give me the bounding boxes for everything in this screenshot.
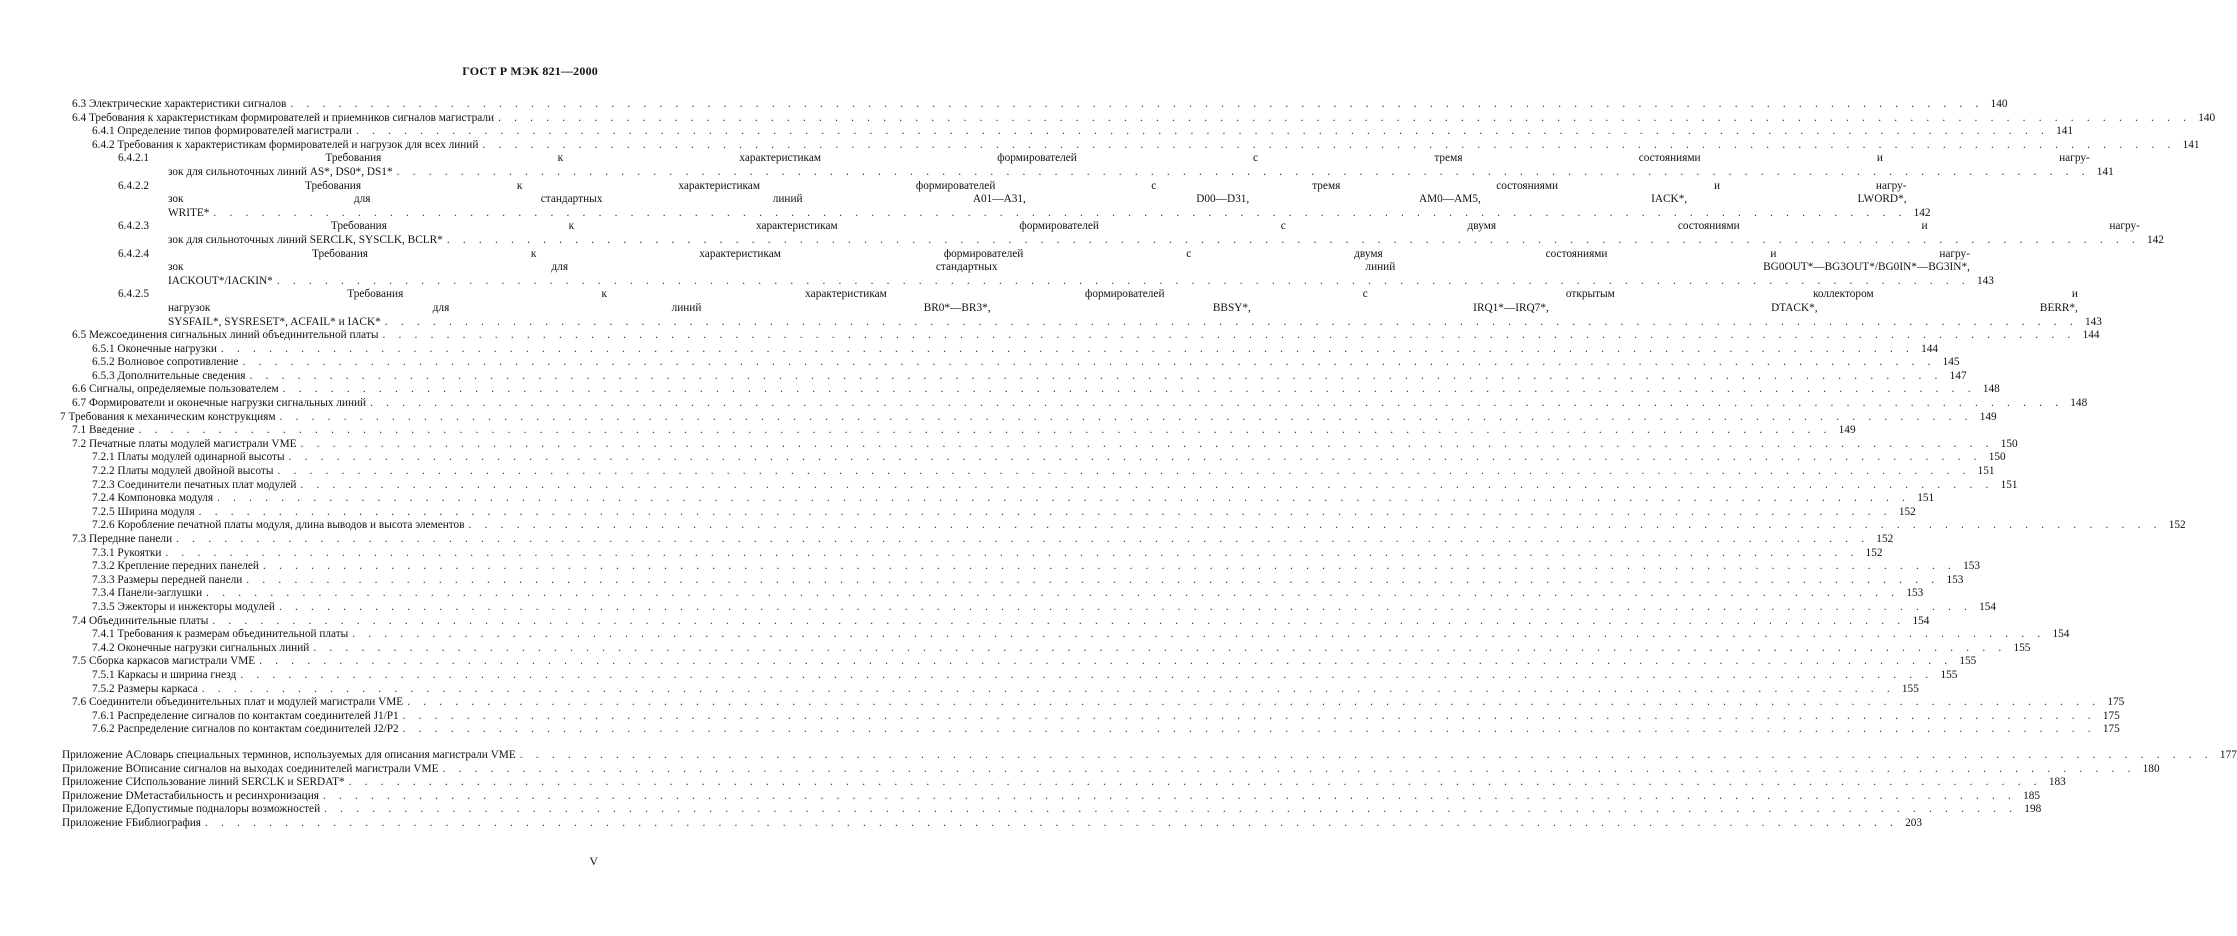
toc-entry[interactable]	[92, 723, 2120, 737]
leader-dots: . . . . . . . . . . . . . . . . . . . . . . . . . . . . . . . . . . . . . . . . . . . . . . . . . . . . . . . . . . . . . . . . . . . . . . . . . . . . . . . . . . . . . . . . . . . . . . . . . . . . . . . . . .	[138, 424, 1832, 437]
section-title-line: Требования к характеристикам формирователей с тремя состояниями и нагру-	[305, 179, 1907, 192]
section-title: Рукоятки	[114, 546, 162, 559]
leader-dots: . . . . . . . . . . . . . . . . . . . . . . . . . . . . . . . . . . . . . . . . . . . . . . . . . . . . . . . . . . . . . . . . . . . . . . . . . . . . . . . . . . . . . . . . . . . . . . . . . . . . . . . . . .	[204, 816, 1899, 829]
page-ref: 175	[2096, 710, 2120, 724]
toc-entry[interactable]	[92, 138, 2200, 153]
toc-entry[interactable]	[72, 655, 1977, 669]
appendix-entry[interactable]	[62, 789, 2041, 804]
section-title: Сигналы, определяемые пользователем	[86, 383, 279, 396]
leader-dots: . . . . . . . . . . . . . . . . . . . . . . . . . . . . . . . . . . . . . . . . . . . . . . . . . . . . . . . . . . . . . . . . . . . . . . . . . . . . . . . . . . . . . . . . . . . . . . . . . . . . . . . . . .	[290, 98, 1984, 110]
section-title-line: зок для стандартных линий A01—A31, D00—D31, AM0—AM5, IACK*, LWORD*,	[168, 193, 1907, 206]
section-number: 6.3	[72, 98, 87, 110]
page-ref: 142	[1913, 206, 1931, 219]
section-number: 7.2.6	[92, 519, 115, 532]
section-number: 6.4.2.1	[118, 152, 150, 165]
section-title: Панели-заглушки	[114, 587, 203, 600]
section-number: 7.4.2	[92, 641, 115, 654]
appendix-label: Приложение C	[62, 776, 133, 789]
toc-entry[interactable]	[92, 125, 2074, 139]
leader-dots: . . . . . . . . . . . . . . . . . . . . . . . . . . . . . . . . . . . . . . . . . . . . . . . . . . . . . . . . . . . . . . . . . . . . . . . . . . . . . . . . . . . . . . . . . . . . . . . . . . . . . . . . . .	[322, 789, 2017, 802]
page-ref: 154	[1905, 615, 1929, 629]
page-ref: 152	[1869, 533, 1893, 547]
toc-entry[interactable]	[92, 573, 1964, 588]
toc-entry[interactable]	[118, 152, 2114, 179]
section-title: Оконечные нагрузки	[114, 342, 217, 355]
section-title: Волновое сопротивление	[114, 356, 239, 369]
page-ref: 141	[2176, 139, 2200, 153]
section-title: Распределение сигналов по контактам соединителей J1/P1	[114, 709, 399, 722]
page-ref: 175	[2100, 696, 2124, 710]
section-number: 7.3	[72, 533, 87, 545]
toc-entry[interactable]	[92, 369, 1967, 384]
page-ref: 180	[2142, 762, 2160, 775]
toc-entry[interactable]	[72, 329, 2100, 343]
section-number: 7.4.1	[92, 628, 115, 641]
page-ref: 141	[2049, 125, 2073, 139]
section-title: Формирователи и оконечные нагрузки сигнальных линий	[86, 397, 367, 410]
section-title: Требования к характеристикам формирователей и приемников сигналов магистрали	[86, 111, 495, 124]
section-title: Межсоединения сигнальных линий объединительной платы	[86, 329, 379, 342]
section-title: Дополнительные сведения	[114, 369, 246, 382]
toc-entry[interactable]	[92, 492, 1935, 506]
toc-entry[interactable]	[92, 587, 1924, 601]
leader-dots: . . . . . . . . . . . . . . . . . . . . . . . . . . . . . . . . . . . . . . . . . . . . . . . . . . . . . . . . . . . . . . . . . . . . . . . . . . . . . . . . . . . . . . . . . . . . . . . . . . . . . . . . . .	[246, 573, 1940, 586]
leader-dots: . . . . . . . . . . . . . . . . . . . . . . . . . . . . . . . . . . . . . . . . . . . . . . . . . . . . . . . . . . . . . . . . . . . . . . . . . . . . . . . . . . . . . . . . . . . . . . . . . . . . . . . . . .	[282, 383, 1976, 396]
toc-entry[interactable]	[92, 465, 1995, 479]
section-number: 7.4	[72, 614, 87, 627]
section-number: 6.7	[72, 397, 87, 410]
page-ref: 153	[1956, 560, 1980, 574]
section-title: Ширина модуля	[114, 505, 195, 518]
leader-dots: . . . . . . . . . . . . . . . . . . . . . . . . . . . . . . . . . . . . . . . . . . . . . . . . . . . . . . . . . . . . . . . . . . . . . . . . . . . . . . . . . . . . . . . . . . . . . . . . . . . . . . . . . .	[442, 762, 2136, 775]
section-title: Размеры передней панели	[114, 573, 243, 586]
leader-dots: . . . . . . . . . . . . . . . . . . . . . . . . . . . . . . . . . . . . . . . . . . . . . . . . . . . . . . . . . . . . . . . . . . . . . . . . . . . . . . . . . . . . . . . . . . . . . . . . . . . . . . . . . .	[259, 655, 1953, 668]
page-ref: 153	[1939, 574, 1963, 588]
toc-entry[interactable]	[92, 709, 2120, 724]
section-number: 7.6.1	[92, 709, 115, 722]
section-number: 6.4.2.4	[118, 247, 150, 260]
page-ref: 185	[2023, 789, 2041, 802]
section-title: Крепление передних панелей	[114, 560, 259, 573]
section-title: Электрические характеристики сигналов	[86, 98, 287, 110]
page-ref: 150	[1982, 451, 2006, 465]
section-title: Печатные платы модулей магистрали VME	[86, 437, 297, 450]
toc-entry[interactable]	[92, 641, 2031, 656]
leader-dots: . . . . . . . . . . . . . . . . . . . . . . . . . . . . . . . . . . . . . . . . . . . . . . . . . . . . . . . . . . . . . . . . . . . . . . . . . . . . . . . . . . . . . . . . . . . . . . . . . . . . . . . . . .	[384, 315, 2078, 328]
page-number: V	[589, 854, 598, 868]
appendix-label: Приложение A	[62, 748, 134, 761]
section-title: Коробление печатной платы модуля, длина выводов и высота элементов	[114, 519, 465, 532]
page-ref: 203	[1905, 816, 1923, 829]
appendix-title: Библиография	[132, 817, 205, 831]
section-title: Эжекторы и инжекторы модулей	[114, 600, 275, 613]
spacer	[0, 737, 661, 749]
leader-dots: . . . . . . . . . . . . . . . . . . . . . . . . . . . . . . . . . . . . . . . . . . . . . . . . . . . . . . . . . . . . . . . . . . . . . . . . . . . . . . . . . . . . . . . . . . . . . . . . . . . . . . . . . .	[482, 138, 2176, 151]
section-number: 7.5	[72, 655, 87, 668]
section-number: 6.4.2.5	[118, 288, 150, 301]
appendix-label: Приложение D	[62, 789, 134, 802]
page-ref: 155	[1933, 669, 1957, 683]
section-number: 7.3.4	[92, 587, 115, 600]
section-title: Соединители печатных плат модулей	[114, 478, 297, 491]
toc-entry[interactable]	[118, 179, 1931, 221]
section-number: 7.2.1	[92, 451, 115, 464]
section-number: 7.2.5	[92, 505, 115, 518]
leader-dots: . . . . . . . . . . . . . . . . . . . . . . . . . . . . . . . . . . . . . . . . . . . . . . . . . . . . . . . . . . . . . . . . . . . . . . . . . . . . . . . . . . . . . . . . . . . . . . . . . . . . . . . . . .	[278, 600, 1973, 613]
section-title: Сборка каркасов магистрали VME	[86, 655, 256, 668]
section-title: Определение типов формирователей магистрали	[114, 125, 352, 138]
section-title: Требования к механическим конструкциям	[65, 410, 276, 423]
leader-dots: . . . . . . . . . . . . . . . . . . . . . . . . . . . . . . . . . . . . . . . . . . . . . . . . . . . . . . . . . . . . . . . . . . . . . . . . . . . . . . . . . . . . . . . . . . . . . . . . . . . . . . . . . .	[242, 356, 1936, 369]
page-ref: 155	[1895, 683, 1919, 697]
section-title: Требования к характеристикам формирователей и нагрузок для всех линий	[114, 138, 479, 151]
section-title: Платы модулей одинарной высоты	[114, 451, 285, 464]
leader-dots: . . . . . . . . . . . . . . . . . . . . . . . . . . . . . . . . . . . . . . . . . . . . . . . . . . . . . . . . . . . . . . . . . . . . . . . . . . . . . . . . . . . . . . . . . . . . . . . . . . . . . . . . . .	[279, 410, 1973, 423]
section-number: 6.5.2	[92, 356, 115, 369]
toc-entry[interactable]	[118, 247, 1994, 289]
leader-dots: . . . . . . . . . . . . . . . . . . . . . . . . . . . . . . . . . . . . . . . . . . . . . . . . . . . . . . . . . . . . . . . . . . . . . . . . . . . . . . . . . . . . . . . . . . . . . . . . . . . . . . . . . .	[165, 546, 1859, 559]
page-ref: 149	[1973, 411, 1997, 425]
leader-dots: . . . . . . . . . . . . . . . . . . . . . . . . . . . . . . . . . . . . . . . . . . . . . . . . . . . . . . . . . . . . . . . . . . . . . . . . . . . . . . . . . . . . . . . . . . . . . . . . . . . . . . . . . .	[446, 233, 2140, 246]
section-number: 7.5.2	[92, 682, 115, 695]
leader-dots: . . . . . . . . . . . . . . . . . . . . . . . . . . . . . . . . . . . . . . . . . . . . . . . . . . . . . . . . . . . . . . . . . . . . . . . . . . . . . . . . . . . . . . . . . . . . . . . . . . . . . . . . . .	[288, 451, 1982, 464]
section-number: 7.3.1	[92, 546, 115, 559]
toc-entry[interactable]	[72, 397, 2088, 411]
toc-entry[interactable]	[92, 546, 1883, 561]
leader-dots: . . . . . . . . . . . . . . . . . . . . . . . . . . . . . . . . . . . . . . . . . . . . . . . . . . . . . . . . . . . . . . . . . . . . . . . . . . . . . . . . . . . . . . . . . . . . . . . . . . . . . . . . . .	[198, 505, 1892, 518]
toc-entry[interactable]	[72, 437, 2018, 452]
toc-entry[interactable]	[72, 111, 2216, 126]
toc-entry[interactable]	[92, 600, 1997, 615]
toc-entry[interactable]	[72, 383, 2000, 397]
leader-dots: . . . . . . . . . . . . . . . . . . . . . . . . . . . . . . . . . . . . . . . . . . . . . . . . . . . . . . . . . . . . . . . . . . . . . . . . . . . . . . . . . . . . . . . . . . . . . . . . . . . . . . . . . .	[407, 696, 2101, 709]
appendix-title: Использование линий SERCLK и SERDAT*	[133, 776, 349, 790]
section-number: 6.4.2.3	[118, 220, 150, 233]
toc-entry[interactable]	[92, 342, 1939, 357]
section-number: 6.4.2.2	[118, 179, 150, 192]
leader-dots: . . . . . . . . . . . . . . . . . . . . . . . . . . . . . . . . . . . . . . . . . . . . . . . . . . . . . . . . . . . . . . . . . . . . . . . . . . . . . . . . . . . . . . . . . . . . . . . . . . . . . . . . . .	[262, 560, 1957, 573]
section-title: Размеры каркаса	[114, 682, 198, 695]
page-ref: 149	[1832, 424, 1856, 438]
page-ref: 152	[2162, 519, 2186, 533]
section-title-line: Требования к характеристикам формирователей с открытым коллектором и	[347, 288, 2078, 301]
page-ref: 151	[1994, 479, 2018, 493]
section-title-line: Требования к характеристикам формирователей с двумя состояниями и нагру-	[330, 220, 2140, 233]
section-number: 6.5.3	[92, 369, 115, 382]
section-title-line: WRITE*	[168, 207, 213, 221]
toc-entry[interactable]	[72, 424, 1856, 438]
leader-dots: . . . . . . . . . . . . . . . . . . . . . . . . . . . . . . . . . . . . . . . . . . . . . . . . . . . . . . . . . . . . . . . . . . . . . . . . . . . . . . . . . . . . . . . . . . . . . . . . . . . . . . . . . .	[201, 682, 1895, 695]
page-ref: 143	[1976, 274, 1994, 287]
section-title-line: Требования к характеристикам формирователей с двумя состояниями и нагру-	[311, 247, 1970, 260]
leader-dots: . . . . . . . . . . . . . . . . . . . . . . . . . . . . . . . . . . . . . . . . . . . . . . . . . . . . . . . . . . . . . . . . . . . . . . . . . . . . . . . . . . . . . . . . . . . . . . . . . . . . . . . . . .	[217, 492, 1911, 505]
toc-entry[interactable]	[92, 451, 2006, 465]
section-title-line: IACKOUT*/IACKIN*	[168, 275, 277, 289]
section-title-line: Требования к характеристикам формирователей с тремя состояниями и нагру-	[325, 152, 2090, 165]
section-number: 7.2.3	[92, 478, 115, 491]
section-title-line: SYSFAIL*, SYSRESET*, ACFAIL* и IACK*	[168, 316, 385, 330]
toc-entry[interactable]	[72, 533, 1894, 547]
toc-entry[interactable]	[92, 519, 2186, 533]
page-ref: 144	[1914, 343, 1938, 357]
section-title: Объединительные платы	[86, 614, 209, 627]
section-number: 6.4	[72, 111, 87, 124]
page-ref: 148	[2063, 397, 2087, 411]
appendix-entry[interactable]	[62, 776, 2066, 790]
leader-dots: . . . . . . . . . . . . . . . . . . . . . . . . . . . . . . . . . . . . . . . . . . . . . . . . . . . . . . . . . . . . . . . . . . . . . . . . . . . . . . . . . . . . . . . . . . . . . . . . . . . . . . . . . .	[324, 803, 2018, 816]
page-ref: 153	[1899, 587, 1923, 601]
page-ref: 183	[2048, 776, 2066, 789]
page-ref: 150	[1994, 438, 2018, 452]
leader-dots: . . . . . . . . . . . . . . . . . . . . . . . . . . . . . . . . . . . . . . . . . . . . . . . . . . . . . . . . . . . . . . . . . . . . . . . . . . . . . . . . . . . . . . . . . . . . . . . . . . . . . . . . . .	[498, 111, 2192, 124]
table-of-contents	[0, 98, 2237, 830]
page-ref: 147	[1943, 370, 1967, 384]
toc-entry[interactable]	[92, 682, 1919, 697]
appendix-label: Приложение F	[62, 816, 132, 829]
section-title: Каркасы и ширина гнезд	[114, 668, 237, 681]
toc-entry[interactable]	[118, 220, 2164, 247]
leader-dots: . . . . . . . . . . . . . . . . . . . . . . . . . . . . . . . . . . . . . . . . . . . . . . . . . . . . . . . . . . . . . . . . . . . . . . . . . . . . . . . . . . . . . . . . . . . . . . . . . . . . . . . . . .	[370, 397, 2064, 410]
leader-dots: . . . . . . . . . . . . . . . . . . . . . . . . . . . . . . . . . . . . . . . . . . . . . . . . . . . . . . . . . . . . . . . . . . . . . . . . . . . . . . . . . . . . . . . . . . . . . . . . . . . . . . . . . .	[213, 206, 1907, 219]
leader-dots: . . . . . . . . . . . . . . . . . . . . . . . . . . . . . . . . . . . . . . . . . . . . . . . . . . . . . . . . . . . . . . . . . . . . . . . . . . . . . . . . . . . . . . . . . . . . . . . . . . . . . . . . . .	[519, 748, 2213, 761]
section-title: Передние панели	[86, 533, 173, 545]
section-number: 6.5.1	[92, 342, 115, 355]
section-number: 7.3.3	[92, 573, 115, 586]
toc-entry[interactable]	[92, 478, 2018, 493]
section-title: Платы модулей двойной высоты	[114, 465, 274, 478]
section-title: Оконечные нагрузки сигнальных линий	[114, 641, 310, 654]
page-ref: 154	[1972, 601, 1996, 615]
section-title-line: зок для сильноточных линий AS*, DS0*, DS1*	[168, 166, 397, 180]
section-title: Требования к размерам объединительной платы	[114, 628, 349, 641]
section-number: 7.2.2	[92, 465, 115, 478]
appendix-entry[interactable]	[62, 762, 2160, 777]
appendix-title: Метастабильность и ресинхронизация	[134, 790, 323, 804]
toc-entry[interactable]	[118, 288, 2102, 329]
leader-dots: . . . . . . . . . . . . . . . . . . . . . . . . . . . . . . . . . . . . . . . . . . . . . . . . . . . . . . . . . . . . . . . . . . . . . . . . . . . . . . . . . . . . . . . . . . . . . . . . . . . . . . . . . .	[402, 709, 2096, 722]
page-ref: 145	[1936, 356, 1960, 370]
toc-entry[interactable]	[92, 628, 2070, 642]
leader-dots: . . . . . . . . . . . . . . . . . . . . . . . . . . . . . . . . . . . . . . . . . . . . . . . . . . . . . . . . . . . . . . . . . . . . . . . . . . . . . . . . . . . . . . . . . . . . . . . . . . . . . . . . . .	[468, 519, 2162, 532]
section-number: 7.3.5	[92, 600, 115, 613]
page-ref: 151	[1971, 465, 1995, 479]
toc-entry[interactable]	[72, 98, 2008, 112]
appendix-entry[interactable]	[62, 748, 2237, 763]
leader-dots: . . . . . . . . . . . . . . . . . . . . . . . . . . . . . . . . . . . . . . . . . . . . . . . . . . . . . . . . . . . . . . . . . . . . . . . . . . . . . . . . . . . . . . . . . . . . . . . . . . . . . . . . . .	[396, 165, 2090, 178]
leader-dots: . . . . . . . . . . . . . . . . . . . . . . . . . . . . . . . . . . . . . . . . . . . . . . . . . . . . . . . . . . . . . . . . . . . . . . . . . . . . . . . . . . . . . . . . . . . . . . . . . . . . . . . . . .	[240, 668, 1934, 681]
page-ref: 140	[2191, 112, 2215, 126]
toc-entry[interactable]	[92, 668, 1958, 683]
leader-dots: . . . . . . . . . . . . . . . . . . . . . . . . . . . . . . . . . . . . . . . . . . . . . . . . . . . . . . . . . . . . . . . . . . . . . . . . . . . . . . . . . . . . . . . . . . . . . . . . . . . . . . . . . .	[402, 723, 2096, 736]
page-ref: 155	[2006, 642, 2030, 656]
page-ref: 142	[2147, 233, 2164, 246]
leader-dots: . . . . . . . . . . . . . . . . . . . . . . . . . . . . . . . . . . . . . . . . . . . . . . . . . . . . . . . . . . . . . . . . . . . . . . . . . . . . . . . . . . . . . . . . . . . . . . . . . . . . . . . . . .	[355, 125, 2050, 138]
leader-dots: . . . . . . . . . . . . . . . . . . . . . . . . . . . . . . . . . . . . . . . . . . . . . . . . . . . . . . . . . . . . . . . . . . . . . . . . . . . . . . . . . . . . . . . . . . . . . . . . . . . . . . . . . .	[277, 465, 1971, 478]
toc-entry[interactable]	[92, 505, 1916, 520]
toc-entry[interactable]	[92, 560, 1981, 574]
section-title: Соединители объединительных плат и модулей магистрали VME	[86, 696, 404, 709]
page-ref: 143	[2084, 315, 2102, 328]
page-ref: 144	[2076, 329, 2100, 343]
leader-dots: . . . . . . . . . . . . . . . . . . . . . . . . . . . . . . . . . . . . . . . . . . . . . . . . . . . . . . . . . . . . . . . . . . . . . . . . . . . . . . . . . . . . . . . . . . . . . . . . . . . . . . . . . .	[212, 614, 1906, 627]
page-ref: 198	[2024, 803, 2042, 816]
page-ref: 177	[2219, 748, 2237, 761]
section-title: Введение	[86, 424, 135, 437]
appendix-label: Приложение B	[62, 762, 133, 775]
leader-dots: . . . . . . . . . . . . . . . . . . . . . . . . . . . . . . . . . . . . . . . . . . . . . . . . . . . . . . . . . . . . . . . . . . . . . . . . . . . . . . . . . . . . . . . . . . . . . . . . . . . . . . . . . .	[300, 478, 1994, 491]
page-ref: 152	[1859, 547, 1883, 561]
leader-dots: . . . . . . . . . . . . . . . . . . . . . . . . . . . . . . . . . . . . . . . . . . . . . . . . . . . . . . . . . . . . . . . . . . . . . . . . . . . . . . . . . . . . . . . . . . . . . . . . . . . . . . . . . .	[249, 369, 1943, 382]
leader-dots: . . . . . . . . . . . . . . . . . . . . . . . . . . . . . . . . . . . . . . . . . . . . . . . . . . . . . . . . . . . . . . . . . . . . . . . . . . . . . . . . . . . . . . . . . . . . . . . . . . . . . . . . . .	[206, 587, 1900, 600]
section-number: 7.5.1	[92, 668, 115, 681]
leader-dots: . . . . . . . . . . . . . . . . . . . . . . . . . . . . . . . . . . . . . . . . . . . . . . . . . . . . . . . . . . . . . . . . . . . . . . . . . . . . . . . . . . . . . . . . . . . . . . . . . . . . . . . . . .	[276, 274, 1970, 287]
section-number: 6.5	[72, 329, 87, 342]
section-number: 7	[60, 410, 66, 423]
leader-dots: . . . . . . . . . . . . . . . . . . . . . . . . . . . . . . . . . . . . . . . . . . . . . . . . . . . . . . . . . . . . . . . . . . . . . . . . . . . . . . . . . . . . . . . . . . . . . . . . . . . . . . . . . .	[348, 776, 2042, 789]
section-number: 7.1	[72, 424, 87, 437]
page-ref: 148	[1976, 383, 2000, 397]
document-header: ГОСТ Р МЭК 821—2000	[462, 64, 598, 78]
section-title-line: зок для стандартных линий BG0OUT*—BG3OUT*/BG0IN*—BG3IN*,	[168, 261, 1970, 274]
section-number: 6.6	[72, 383, 87, 396]
page-ref: 141	[2096, 165, 2114, 178]
page-ref: 152	[1892, 506, 1916, 520]
appendix-title: Допустимые подналоры возможностей	[132, 803, 324, 817]
section-title: Компоновка модуля	[114, 492, 214, 505]
appendix-title: Описание сигналов на выходах соединителей магистрали VME	[133, 763, 442, 777]
appendix-entry[interactable]	[62, 816, 1923, 831]
appendix-label: Приложение E	[62, 803, 133, 816]
section-number: 7.2	[72, 437, 87, 450]
page-ref: 155	[1952, 655, 1976, 669]
page-ref: 140	[1984, 98, 2008, 112]
page-ref: 175	[2096, 723, 2120, 737]
page-ref: 151	[1910, 492, 1934, 506]
section-number: 6.4.1	[92, 125, 115, 138]
section-number: 7.3.2	[92, 560, 115, 573]
toc-entry[interactable]	[92, 356, 1960, 370]
appendix-entry[interactable]	[62, 803, 2042, 817]
leader-dots: . . . . . . . . . . . . . . . . . . . . . . . . . . . . . . . . . . . . . . . . . . . . . . . . . . . . . . . . . . . . . . . . . . . . . . . . . . . . . . . . . . . . . . . . . . . . . . . . . . . . . . . . . .	[382, 329, 2076, 342]
leader-dots: . . . . . . . . . . . . . . . . . . . . . . . . . . . . . . . . . . . . . . . . . . . . . . . . . . . . . . . . . . . . . . . . . . . . . . . . . . . . . . . . . . . . . . . . . . . . . . . . . . . . . . . . . .	[352, 628, 2046, 641]
toc-entry[interactable]	[72, 614, 1930, 629]
appendix-title: Словарь специальных терминов, используемых для описания магистрали VME	[134, 749, 520, 763]
toc-entry[interactable]	[60, 410, 1997, 425]
leader-dots: . . . . . . . . . . . . . . . . . . . . . . . . . . . . . . . . . . . . . . . . . . . . . . . . . . . . . . . . . . . . . . . . . . . . . . . . . . . . . . . . . . . . . . . . . . . . . . . . . . . . . . . . . .	[313, 641, 2007, 654]
toc-entry[interactable]	[72, 696, 2125, 710]
section-title: Распределение сигналов по контактам соединителей J2/P2	[114, 723, 399, 736]
section-title-line: нагрузок для линий BR0*—BR3*, BBSY*, IRQ1*—IRQ7*, DTACK*, BERR*,	[168, 301, 2078, 314]
section-title-line: зок для сильноточных линий SERCLK, SYSCLK, BCLR*	[168, 234, 447, 248]
leader-dots: . . . . . . . . . . . . . . . . . . . . . . . . . . . . . . . . . . . . . . . . . . . . . . . . . . . . . . . . . . . . . . . . . . . . . . . . . . . . . . . . . . . . . . . . . . . . . . . . . . . . . . . . . .	[220, 342, 1915, 355]
page-ref: 154	[2045, 628, 2069, 642]
section-number: 6.4.2	[92, 138, 115, 151]
section-number: 7.2.4	[92, 492, 115, 505]
section-number: 7.6	[72, 696, 87, 709]
leader-dots: . . . . . . . . . . . . . . . . . . . . . . . . . . . . . . . . . . . . . . . . . . . . . . . . . . . . . . . . . . . . . . . . . . . . . . . . . . . . . . . . . . . . . . . . . . . . . . . . . . . . . . . . . .	[176, 533, 1870, 545]
leader-dots: . . . . . . . . . . . . . . . . . . . . . . . . . . . . . . . . . . . . . . . . . . . . . . . . . . . . . . . . . . . . . . . . . . . . . . . . . . . . . . . . . . . . . . . . . . . . . . . . . . . . . . . . . .	[300, 437, 1994, 450]
section-number: 7.6.2	[92, 723, 115, 736]
